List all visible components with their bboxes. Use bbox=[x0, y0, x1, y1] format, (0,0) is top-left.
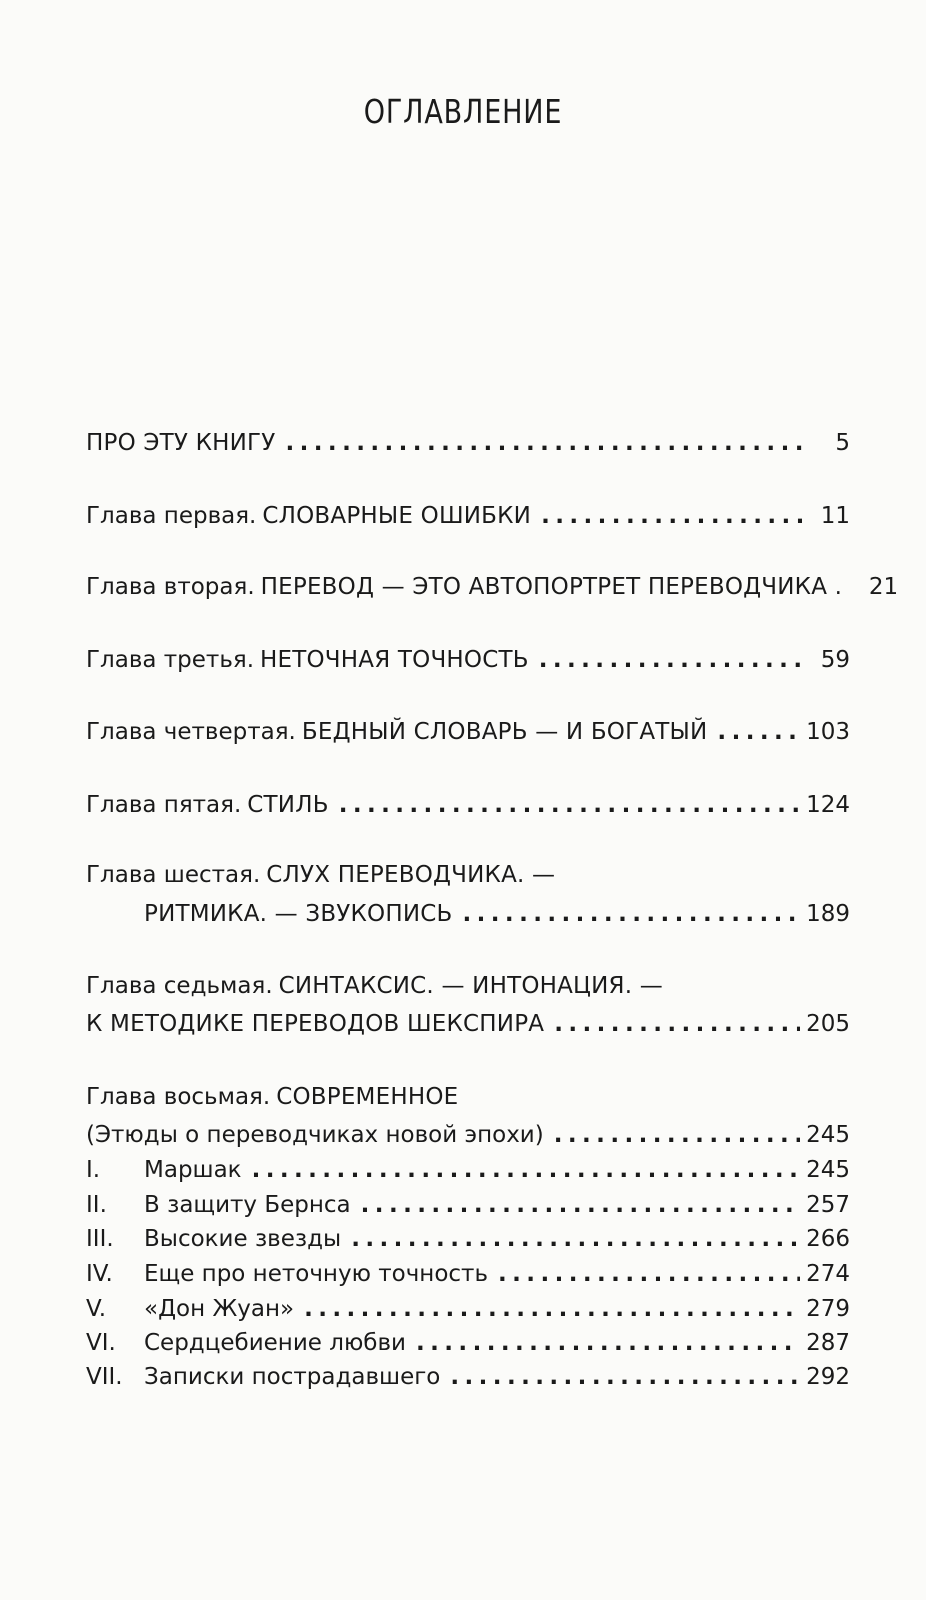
toc-entry-label: СЛОВАРНЫЕ ОШИБКИ bbox=[262, 503, 532, 529]
toc-page-number: 21 bbox=[868, 574, 899, 600]
toc-page-number: 292 bbox=[806, 1364, 850, 1390]
toc-entry-chapter-2 bbox=[86, 568, 899, 602]
subentry-numeral: V. bbox=[86, 1296, 107, 1322]
chapter-prefix: Глава восьмая. bbox=[86, 1084, 271, 1110]
page-title: ОГЛАВЛЕНИЕ bbox=[363, 92, 563, 131]
toc-entry-chapter-6-line-2 bbox=[86, 895, 850, 929]
toc-page-number: 103 bbox=[806, 719, 850, 745]
toc-entry-chapter-8-line-1 bbox=[86, 1078, 850, 1112]
toc-entry-label-continued: К МЕТОДИКЕ ПЕРЕВОДОВ ШЕКСПИРА bbox=[86, 1011, 545, 1037]
toc-page-number: 245 bbox=[806, 1122, 850, 1148]
toc-page-number: 205 bbox=[806, 1011, 850, 1037]
leader-dots bbox=[286, 428, 805, 458]
leader-dots bbox=[541, 501, 804, 531]
subentry-label: «Дон Жуан» bbox=[144, 1296, 295, 1322]
toc-entry-label-continued: РИТМИКА. — ЗВУКОПИСЬ bbox=[144, 901, 453, 927]
leader-dots bbox=[462, 899, 800, 929]
chapter-prefix: Глава четвертая. bbox=[86, 719, 296, 745]
toc-page-number: 11 bbox=[820, 503, 850, 529]
toc-entry-chapter-7-line-1 bbox=[86, 967, 850, 1001]
leader-dots bbox=[450, 1362, 800, 1392]
chapter-prefix: Глава седьмая. bbox=[86, 973, 273, 999]
toc-subentry bbox=[86, 1324, 850, 1358]
leader-dots bbox=[498, 1259, 800, 1289]
toc-entry-chapter-1 bbox=[86, 497, 850, 531]
leader-dots bbox=[361, 1190, 800, 1220]
leader-dots bbox=[351, 1224, 800, 1254]
toc-entry-label: ПЕРЕВОД — ЭТО АВТОПОРТРЕТ ПЕРЕВОДЧИКА . bbox=[260, 574, 843, 600]
chapter-prefix: Глава пятая. bbox=[86, 792, 242, 818]
leader-dots bbox=[539, 645, 804, 675]
toc-page-number: 189 bbox=[806, 901, 850, 927]
toc-entry-chapter-8-line-2 bbox=[86, 1116, 850, 1150]
chapter-prefix: Глава первая. bbox=[86, 503, 257, 529]
toc-page-number: 5 bbox=[835, 430, 850, 456]
toc-page-number: 257 bbox=[806, 1192, 850, 1218]
toc-entry-chapter-6-line-1 bbox=[86, 856, 850, 890]
chapter-prefix: Глава вторая. bbox=[86, 574, 255, 600]
toc-page-number: 59 bbox=[820, 647, 850, 673]
subentry-numeral: IV. bbox=[86, 1261, 113, 1287]
leader-dots bbox=[554, 1120, 800, 1150]
chapter-prefix: Глава шестая. bbox=[86, 862, 261, 888]
toc-subentry bbox=[86, 1151, 850, 1185]
subentry-numeral: VI. bbox=[86, 1330, 116, 1356]
toc-entry-label-continued: (Этюды о переводчиках новой эпохи) bbox=[86, 1122, 544, 1148]
subentry-label: Записки пострадавшего bbox=[144, 1364, 441, 1390]
subentry-numeral: II. bbox=[86, 1192, 107, 1218]
leader-dots bbox=[416, 1328, 800, 1358]
toc-subentry bbox=[86, 1290, 850, 1324]
subentry-label: Сердцебиение любви bbox=[144, 1330, 406, 1356]
toc-page-number: 266 bbox=[806, 1226, 850, 1252]
subentry-numeral: III. bbox=[86, 1226, 114, 1252]
toc-subentry bbox=[86, 1255, 850, 1289]
toc-entry-label: НЕТОЧНАЯ ТОЧНОСТЬ bbox=[260, 647, 529, 673]
toc-entry-chapter-4 bbox=[86, 713, 850, 747]
toc-entry-label: БЕДНЫЙ СЛОВАРЬ — И БОГАТЫЙ bbox=[301, 719, 708, 745]
toc-entry-chapter-3 bbox=[86, 641, 850, 675]
toc-subentry bbox=[86, 1186, 850, 1220]
toc-entry-label: СИНТАКСИС. — ИНТОНАЦИЯ. — bbox=[278, 973, 663, 999]
leader-dots bbox=[554, 1009, 800, 1039]
toc-subentry bbox=[86, 1358, 850, 1392]
toc-entry-label: СТИЛЬ bbox=[247, 792, 329, 818]
leader-dots bbox=[304, 1294, 800, 1324]
toc-page-number: 274 bbox=[806, 1261, 850, 1287]
toc-entry-label: ПРО ЭТУ КНИГУ bbox=[86, 430, 276, 456]
toc-entry-label: СОВРЕМЕННОЕ bbox=[276, 1084, 459, 1110]
subentry-label: Еще про неточную точность bbox=[144, 1261, 489, 1287]
chapter-prefix: Глава третья. bbox=[86, 647, 255, 673]
toc-page-number: 124 bbox=[806, 792, 850, 818]
toc-entry-chapter-5 bbox=[86, 786, 850, 820]
subentry-label: Высокие звезды bbox=[144, 1226, 342, 1252]
toc-entry-label: СЛУХ ПЕРЕВОДЧИКА. — bbox=[266, 862, 556, 888]
toc-page-number: 287 bbox=[806, 1330, 850, 1356]
subentry-numeral: VII. bbox=[86, 1364, 123, 1390]
toc-page-number: 245 bbox=[806, 1157, 850, 1183]
toc-subentry bbox=[86, 1220, 850, 1254]
leader-dots bbox=[717, 717, 800, 747]
toc-page-number: 279 bbox=[806, 1296, 850, 1322]
leader-dots bbox=[252, 1155, 801, 1185]
subentry-label: Маршак bbox=[144, 1157, 242, 1183]
subentry-label: В защиту Бернса bbox=[144, 1192, 351, 1218]
subentry-numeral: I. bbox=[86, 1157, 101, 1183]
toc-entry-about-book bbox=[86, 424, 850, 458]
toc-entry-chapter-7-line-2 bbox=[86, 1005, 850, 1039]
leader-dots bbox=[339, 790, 800, 820]
